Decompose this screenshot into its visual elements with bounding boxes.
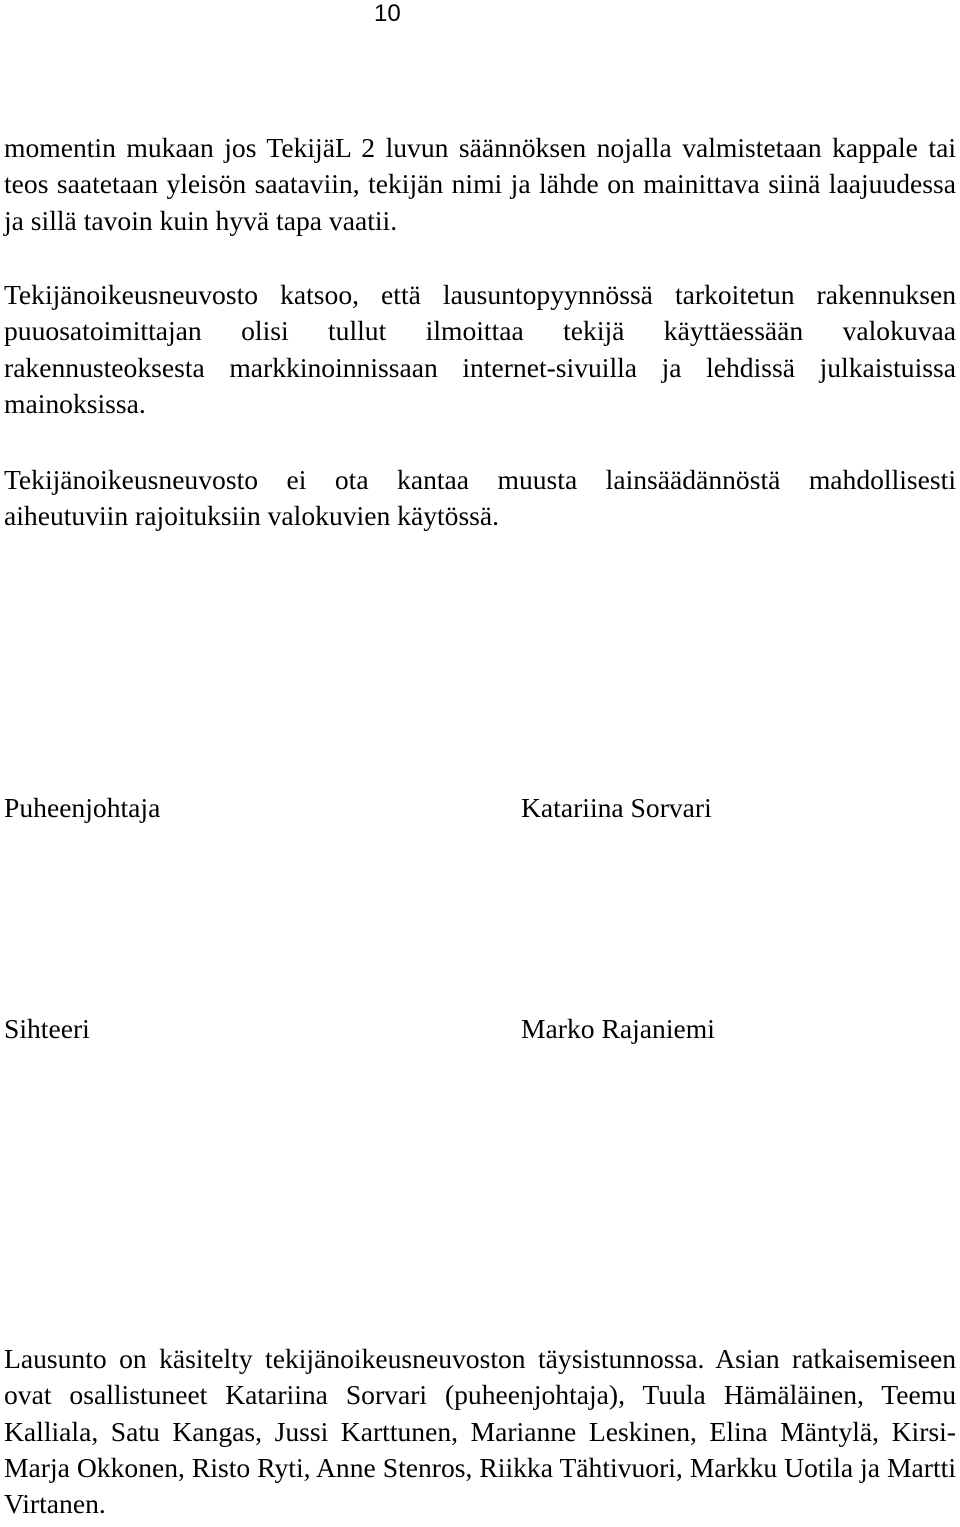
- page-number: 10: [374, 0, 401, 27]
- secretary-name: Marko Rajaniemi: [521, 1013, 715, 1044]
- secretary-role-label: Sihteeri: [4, 1013, 90, 1044]
- paragraph-1: momentin mukaan jos TekijäL 2 luvun säännöksen nojalla valmistetaan kappale tai teos saatetaan yleisön saataviin, tekijän nimi ja lähde on mainittava siinä laajuudessa ja sillä tavoin kuin hyvä tapa vaatii.: [4, 132, 956, 236]
- chair-name: Katariina Sorvari: [521, 792, 712, 823]
- chair-role-label: Puheenjohtaja: [4, 792, 161, 823]
- paragraph-2: Tekijänoikeusneuvosto katsoo, että lausuntopyynnössä tarkoitetun rakennuksen puuosatoimittajan olisi tullut ilmoittaa tekijä käyttäessään valokuvaa rakennusteoksesta markkinoinnissaan internet-sivuilla ja lehdissä julkaistuissa mainoksissa.: [4, 279, 956, 419]
- closing-paragraph: Lausunto on käsitelty tekijänoikeusneuvoston täysistunnossa. Asian ratkaisemiseen ovat osallistuneet Katariina Sorvari (puheenjohtaja), Tuula Hämäläinen, Teemu Kalliala, Satu Kangas, Jussi Karttunen, Marianne Leskinen, Elina Mäntylä, Kirsi-Marja Okkonen, Risto Ryti, Anne Stenros, Riikka Tähtivuori, Markku Uotila ja Martti Virtanen.: [4, 1343, 956, 1520]
- paragraph-3: Tekijänoikeusneuvosto ei ota kantaa muusta lainsäädännöstä mahdollisesti aiheutuviin rajoituksiin valokuvien käytössä.: [4, 464, 956, 532]
